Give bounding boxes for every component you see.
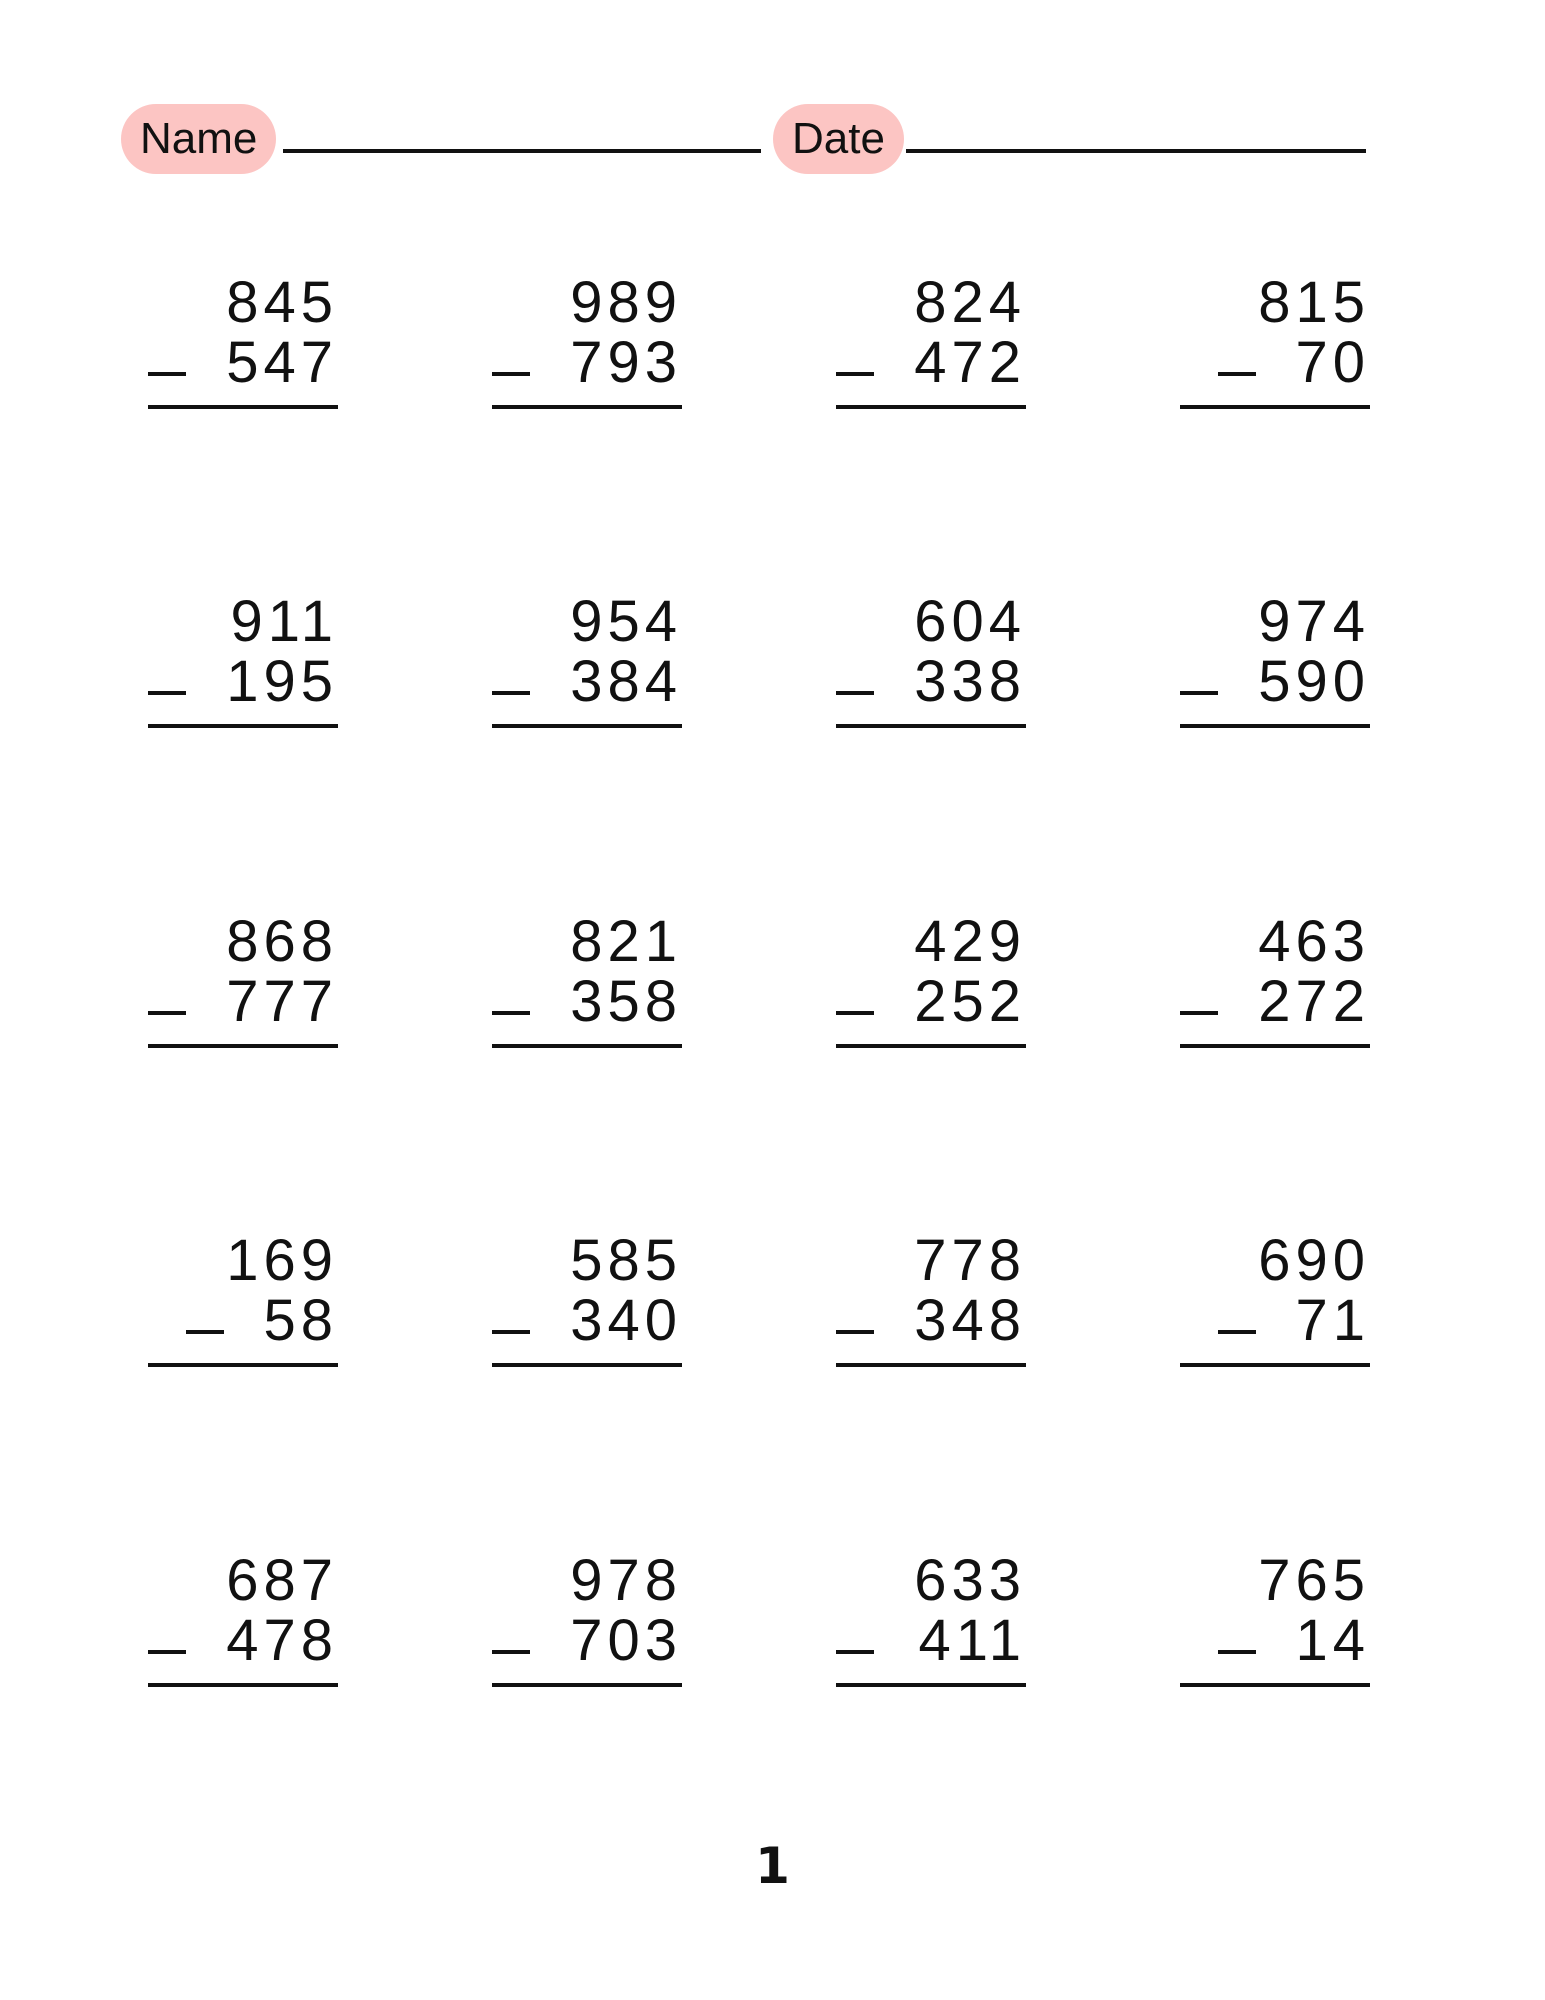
subtrahend: 340 bbox=[570, 1288, 682, 1353]
subtrahend: 338 bbox=[914, 649, 1026, 714]
subtraction-problem bbox=[148, 909, 338, 1052]
name-field[interactable] bbox=[121, 104, 771, 174]
subtrahend: 547 bbox=[226, 330, 338, 395]
minuend: 604 bbox=[914, 589, 1026, 654]
page-number: 1 bbox=[755, 1837, 790, 1895]
answer-line[interactable] bbox=[492, 405, 682, 409]
minuend: 868 bbox=[226, 909, 338, 974]
minuend: 429 bbox=[914, 909, 1026, 974]
date-field[interactable] bbox=[773, 104, 1373, 174]
answer-line[interactable] bbox=[492, 724, 682, 728]
minuend: 911 bbox=[230, 589, 338, 654]
answer-line[interactable] bbox=[836, 1363, 1026, 1367]
subtrahend: 703 bbox=[570, 1608, 682, 1673]
subtrahend: 14 bbox=[1295, 1608, 1370, 1673]
minuend: 463 bbox=[1258, 909, 1370, 974]
subtraction-problem bbox=[1180, 909, 1370, 1052]
answer-line[interactable] bbox=[1180, 1363, 1370, 1367]
minuend: 690 bbox=[1258, 1228, 1370, 1293]
answer-line[interactable] bbox=[836, 1683, 1026, 1687]
subtraction-problem bbox=[148, 1548, 338, 1691]
minus-icon bbox=[1218, 372, 1256, 376]
subtraction-problem bbox=[1180, 1228, 1370, 1371]
answer-line[interactable] bbox=[836, 724, 1026, 728]
subtraction-problem bbox=[148, 270, 338, 413]
minuend: 845 bbox=[226, 270, 338, 335]
minus-icon bbox=[836, 1650, 874, 1654]
subtrahend: 793 bbox=[570, 330, 682, 395]
minuend: 765 bbox=[1258, 1548, 1370, 1613]
answer-line[interactable] bbox=[1180, 405, 1370, 409]
answer-line[interactable] bbox=[148, 724, 338, 728]
minus-icon bbox=[148, 1011, 186, 1015]
minuend: 633 bbox=[914, 1548, 1026, 1613]
subtraction-problem bbox=[492, 589, 682, 732]
subtraction-problem bbox=[148, 589, 338, 732]
minus-icon bbox=[492, 1330, 530, 1334]
minuend: 815 bbox=[1258, 270, 1370, 335]
subtraction-problem bbox=[1180, 1548, 1370, 1691]
subtraction-problem bbox=[836, 909, 1026, 1052]
minuend: 821 bbox=[570, 909, 682, 974]
subtraction-problem bbox=[492, 909, 682, 1052]
subtrahend: 384 bbox=[570, 649, 682, 714]
date-label: Date bbox=[773, 104, 904, 174]
minuend: 169 bbox=[226, 1228, 338, 1293]
minuend: 974 bbox=[1258, 589, 1370, 654]
subtraction-problem bbox=[148, 1228, 338, 1371]
subtrahend: 472 bbox=[914, 330, 1026, 395]
answer-line[interactable] bbox=[148, 1044, 338, 1048]
subtrahend: 71 bbox=[1295, 1288, 1370, 1353]
subtrahend: 70 bbox=[1295, 330, 1370, 395]
answer-line[interactable] bbox=[1180, 724, 1370, 728]
subtraction-problem bbox=[492, 1228, 682, 1371]
minus-icon bbox=[492, 372, 530, 376]
answer-line[interactable] bbox=[492, 1683, 682, 1687]
subtraction-problem bbox=[1180, 589, 1370, 732]
answer-line[interactable] bbox=[1180, 1044, 1370, 1048]
subtraction-problem bbox=[1180, 270, 1370, 413]
minus-icon bbox=[186, 1330, 224, 1334]
subtrahend: 58 bbox=[263, 1288, 338, 1353]
answer-line[interactable] bbox=[492, 1363, 682, 1367]
subtrahend: 195 bbox=[226, 649, 338, 714]
minus-icon bbox=[148, 691, 186, 695]
subtrahend: 348 bbox=[914, 1288, 1026, 1353]
subtrahend: 590 bbox=[1258, 649, 1370, 714]
minus-icon bbox=[836, 691, 874, 695]
subtraction-problem bbox=[836, 270, 1026, 413]
minus-icon bbox=[148, 372, 186, 376]
minus-icon bbox=[492, 1650, 530, 1654]
subtrahend: 358 bbox=[570, 969, 682, 1034]
subtrahend: 272 bbox=[1258, 969, 1370, 1034]
minuend: 778 bbox=[914, 1228, 1026, 1293]
answer-line[interactable] bbox=[492, 1044, 682, 1048]
minus-icon bbox=[836, 1011, 874, 1015]
name-label: Name bbox=[121, 104, 276, 174]
minus-icon bbox=[1218, 1330, 1256, 1334]
name-line bbox=[283, 149, 761, 153]
minus-icon bbox=[1180, 1011, 1218, 1015]
minus-icon bbox=[1180, 691, 1218, 695]
minus-icon bbox=[836, 1330, 874, 1334]
minuend: 978 bbox=[570, 1548, 682, 1613]
answer-line[interactable] bbox=[836, 1044, 1026, 1048]
subtrahend: 411 bbox=[918, 1608, 1026, 1673]
minus-icon bbox=[492, 1011, 530, 1015]
subtraction-problem bbox=[836, 1548, 1026, 1691]
minuend: 824 bbox=[914, 270, 1026, 335]
minus-icon bbox=[148, 1650, 186, 1654]
minuend: 989 bbox=[570, 270, 682, 335]
subtraction-problem bbox=[836, 1228, 1026, 1371]
subtraction-problem bbox=[836, 589, 1026, 732]
subtrahend: 478 bbox=[226, 1608, 338, 1673]
minuend: 687 bbox=[226, 1548, 338, 1613]
subtraction-problem bbox=[492, 1548, 682, 1691]
answer-line[interactable] bbox=[148, 1683, 338, 1687]
answer-line[interactable] bbox=[148, 1363, 338, 1367]
minuend: 954 bbox=[570, 589, 682, 654]
minus-icon bbox=[1218, 1650, 1256, 1654]
answer-line[interactable] bbox=[148, 405, 338, 409]
subtrahend: 777 bbox=[226, 969, 338, 1034]
subtrahend: 252 bbox=[914, 969, 1026, 1034]
answer-line[interactable] bbox=[1180, 1683, 1370, 1687]
date-line bbox=[906, 149, 1366, 153]
minus-icon bbox=[836, 372, 874, 376]
subtraction-problem bbox=[492, 270, 682, 413]
minus-icon bbox=[492, 691, 530, 695]
answer-line[interactable] bbox=[836, 405, 1026, 409]
minuend: 585 bbox=[570, 1228, 682, 1293]
